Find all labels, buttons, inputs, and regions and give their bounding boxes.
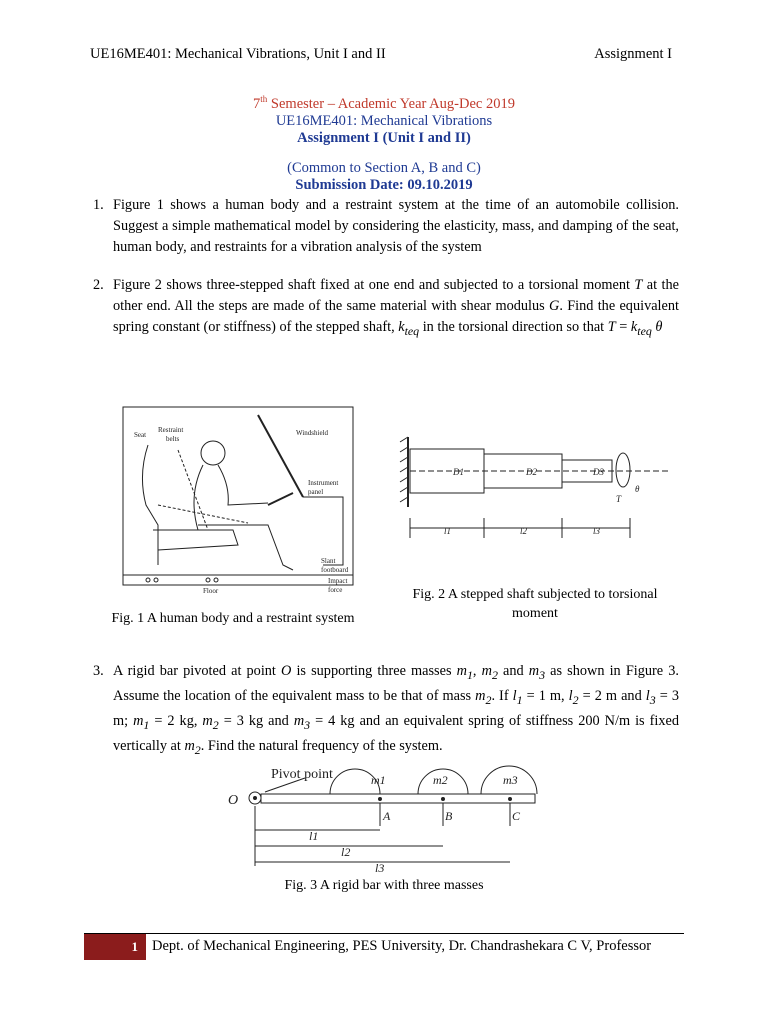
fig3-label-o: O <box>228 793 239 808</box>
q3-sub: 2 <box>572 692 579 707</box>
q3-text: = 1 m, <box>522 687 569 704</box>
fig1-label-force: force <box>328 586 343 594</box>
fig3-label-pivot: Pivot point <box>271 767 333 782</box>
question-3 <box>93 661 679 760</box>
q2-var: θ <box>651 319 663 335</box>
assignment-title: Assignment I (Unit I and II) <box>297 129 471 146</box>
footer-text: Dept. of Mechanical Engineering, PES University, Dr. Chandrashekara C V, Professor <box>152 938 652 954</box>
footer-rule <box>84 933 684 934</box>
q3-sub: 1 <box>143 717 150 732</box>
q3-text: = 2 m and <box>578 687 646 704</box>
fig1-label-restraint: Restraint <box>158 426 184 434</box>
q3-var: l <box>645 687 650 704</box>
q3-text: . If <box>491 687 513 704</box>
question-2 <box>93 275 679 342</box>
q3-var: l <box>512 687 517 704</box>
q3-var: m <box>475 687 486 704</box>
fig1-head <box>201 441 225 465</box>
fig3-label-c: C <box>512 809 521 823</box>
fig1-belt <box>178 450 208 530</box>
q3-var: O <box>281 663 292 679</box>
fig2-wall-hatch <box>400 437 408 502</box>
q2-var: T <box>634 277 643 293</box>
q2-sub: teq <box>637 323 652 338</box>
header-course: UE16ME401: Mechanical Vibrations, Unit I and II <box>90 46 386 62</box>
q2-var: T <box>607 319 616 335</box>
fig3-point-a <box>378 797 382 801</box>
fig3-label-b: B <box>445 809 453 823</box>
fig1-arm <box>218 465 268 505</box>
q3-sub: 3 <box>304 717 311 732</box>
question-text: Figure 1 shows a human body and a restraint system at the time of an automobile collision. Suggest a simple mathematical model by considering the elasticity, mass, and damping of the seat, human body, and restraints for a vibration analysis of the system <box>113 197 679 255</box>
question-number: 3. <box>93 663 104 679</box>
fig1-caption: Fig. 1 A human body and a restraint system <box>111 611 355 626</box>
q3-var: m <box>528 663 540 679</box>
q3-text: and <box>497 663 529 679</box>
fig1-label-windshield: Windshield <box>296 429 328 437</box>
q3-sub: 2 <box>491 667 498 682</box>
q3-text: is supporting three masses <box>291 663 457 679</box>
fig1-seat-cushion <box>153 530 238 550</box>
q3-text: = 2 kg, <box>149 712 203 729</box>
q3-text: as shown in Figure 3. Assume the location of the equivalent mass to be that of mass <box>113 663 679 704</box>
q3-sub: 1 <box>516 692 523 707</box>
q3-var: l <box>568 687 573 704</box>
q3-text: A rigid bar pivoted at point <box>113 663 282 679</box>
q3-sub: 1 <box>466 667 473 682</box>
fig3-label-a: A <box>383 809 391 823</box>
fig1-floor-bolt <box>146 578 150 582</box>
fig2-label-l3: l3 <box>593 526 601 536</box>
q3-var: m <box>202 712 213 729</box>
q2-var: G <box>549 298 560 314</box>
fig2-caption: Fig. 2 A stepped shaft subjected to torsional moment <box>412 587 658 621</box>
fig1-label-slant: Slant <box>321 557 336 565</box>
q3-var: m <box>133 712 144 729</box>
q3-sub: 2 <box>485 692 492 707</box>
semester-line <box>0 91 768 113</box>
fig1-seat-back <box>142 445 158 565</box>
question-1 <box>93 195 679 258</box>
q3-var: m <box>481 663 492 679</box>
fig1-floor-bolt <box>206 578 210 582</box>
question-number: 2. <box>93 277 104 293</box>
q3-text: = 3 m; <box>113 687 679 729</box>
fig1-floor-bolt <box>154 578 158 582</box>
course-title: UE16ME401: Mechanical Vibrations <box>275 112 493 129</box>
q2-text: = <box>615 319 631 335</box>
fig2-label-l2: l2 <box>520 526 528 536</box>
fig3-label-m1: m1 <box>371 773 386 787</box>
q3-var: m <box>456 663 467 679</box>
q3-var: m <box>293 712 305 729</box>
fig3-point-b <box>441 797 445 801</box>
fig3-bar <box>261 794 535 803</box>
q3-text: = 4 kg and an equivalent spring of stiffness 200 N/m is fixed vertically at <box>113 712 679 754</box>
fig1-label-footboard: footboard <box>321 566 349 574</box>
fig3-label-l1: l1 <box>309 829 319 843</box>
q3-text: = 3 kg and <box>218 712 294 729</box>
fig1-steering <box>268 493 293 505</box>
title-block <box>0 91 768 194</box>
fig2-label-l1: l1 <box>444 526 452 536</box>
q3-sub: 2 <box>194 742 201 757</box>
q3-sub: 2 <box>212 717 219 732</box>
q2-sub: teq <box>404 323 420 338</box>
fig1-label-seat: Seat <box>134 431 147 439</box>
page-number: 1 <box>84 934 146 960</box>
fig2-label-d1: D1 <box>453 467 464 477</box>
fig3-pivot-pin <box>254 797 257 800</box>
fig1-label-floor: Floor <box>203 587 219 595</box>
fig2-label-d3: D3 <box>593 467 604 477</box>
fig1-label-belts: belts <box>166 435 180 443</box>
q3-sub: 3 <box>539 667 546 682</box>
submission-date: Submission Date: 09.10.2019 <box>295 176 473 193</box>
fig1-windshield <box>258 415 303 497</box>
q2-text: at the other end. All the steps are made of the same material with shear modulus <box>113 277 679 314</box>
fig1-floor-bolt <box>214 578 218 582</box>
fig1-lap-belt <box>158 505 248 523</box>
fig2-label-t: T <box>616 494 622 504</box>
figure-1-restraint-system <box>118 405 368 597</box>
q3-sub: 3 <box>649 692 656 707</box>
fig1-label-impact: Impact <box>328 577 348 585</box>
fig3-caption: Fig. 3 A rigid bar with three masses <box>284 878 484 893</box>
q2-text: . Find the equivalent spring constant (or stiffness) of the stepped shaft, <box>113 298 679 335</box>
fig3-label-l2: l2 <box>341 845 351 859</box>
common-sections: (Common to Section A, B and C) <box>287 159 481 176</box>
question-number: 1. <box>93 197 104 213</box>
q2-var: k <box>398 319 405 335</box>
figure-3-rigid-bar <box>225 756 555 874</box>
q2-text: Figure 2 shows three-stepped shaft fixed at one end and subjected to a torsional moment <box>113 277 635 293</box>
q3-var: m <box>184 737 195 754</box>
fig2-label-theta: θ <box>635 484 640 494</box>
q2-text: in the torsional direction so that <box>419 319 608 335</box>
fig3-label-l3: l3 <box>375 861 385 874</box>
q3-text: . Find the natural frequency of the system. <box>200 737 443 754</box>
semester-sup: th <box>260 94 268 104</box>
fig1-label-instrument: Instrument <box>308 479 339 487</box>
fig1-label-panel: panel <box>308 488 324 496</box>
figure-2-stepped-shaft <box>398 432 680 552</box>
semester-text: Semester – Academic Year Aug-Dec 2019 <box>267 95 515 112</box>
fig1-leg <box>198 525 293 570</box>
fig2-label-d2: D2 <box>526 467 537 477</box>
fig2-torque-arrow <box>616 453 630 487</box>
q3-text: , <box>472 663 482 679</box>
fig3-label-m3: m3 <box>503 773 518 787</box>
fig3-point-c <box>508 797 512 801</box>
fig1-dash <box>303 497 343 565</box>
semester-number: 7 <box>253 95 261 112</box>
q2-var: k <box>630 319 638 335</box>
header-assignment: Assignment I <box>594 46 672 62</box>
fig3-label-m2: m2 <box>433 773 448 787</box>
